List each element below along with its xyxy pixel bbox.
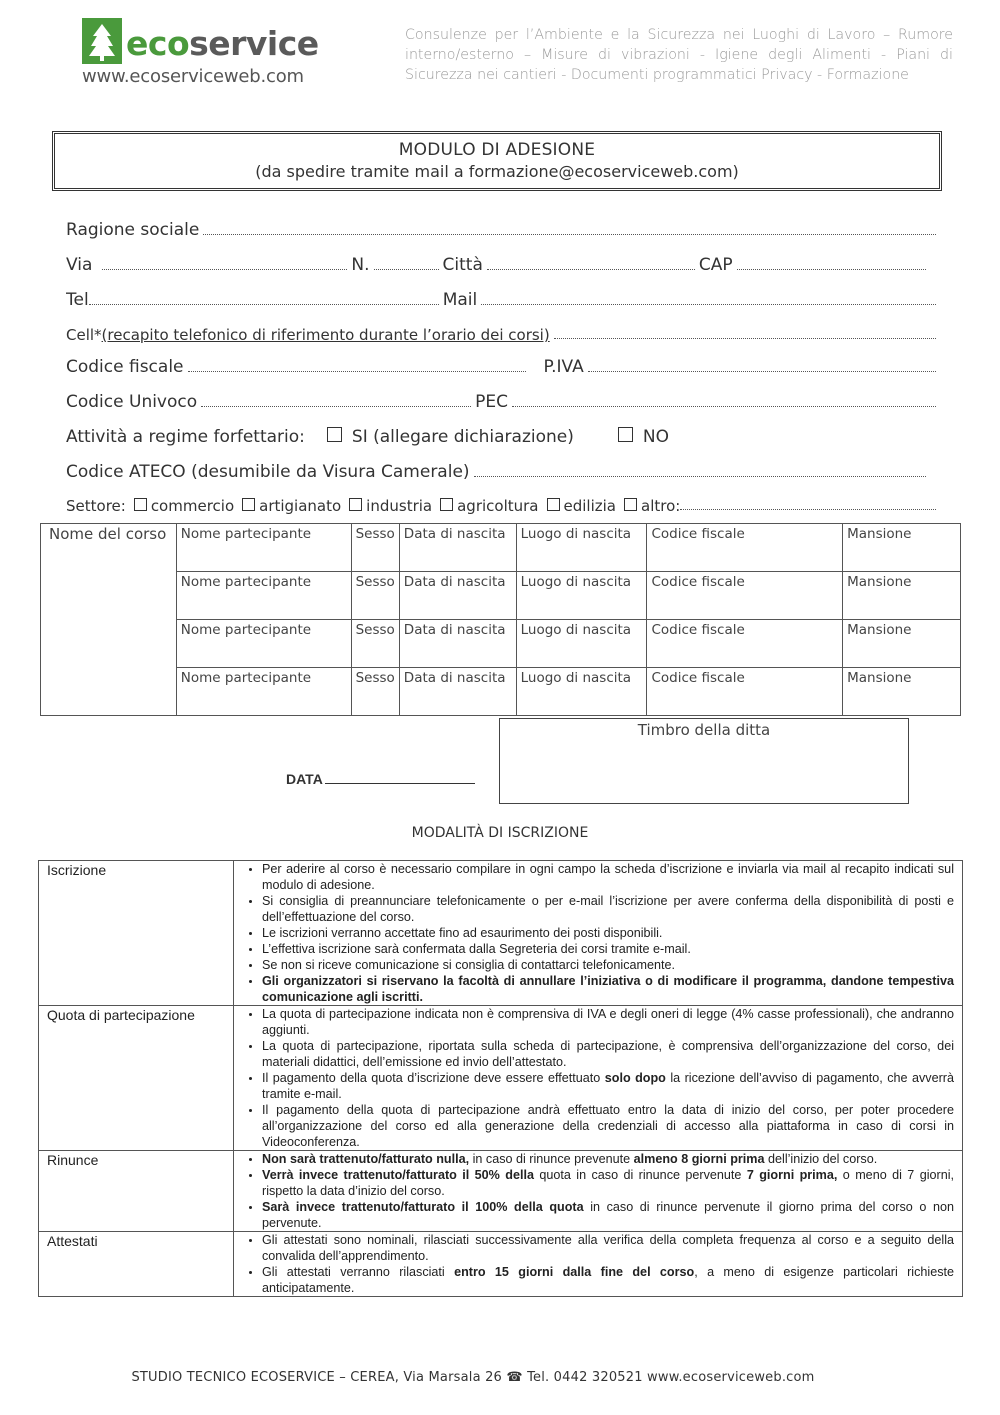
modalita-heading: Iscrizione — [39, 861, 234, 1006]
modalita-heading: Rinunce — [39, 1151, 234, 1232]
participant-sesso-cell[interactable]: Sesso — [351, 620, 399, 668]
participant-codice-fiscale-cell[interactable]: Codice fiscale — [647, 572, 843, 620]
modalita-item: • Se non si riceve comunicazione si consiglia di contattarci telefonicamente. — [262, 957, 954, 973]
modalita-item: • Sarà invece trattenuto/fatturato il 100% della quota in caso di rinunce pervenute il giorno prima del corso o non pervenute. — [262, 1199, 954, 1231]
participant-mansione-cell[interactable]: Mansione — [843, 668, 961, 716]
settore-checkbox-altro[interactable] — [624, 498, 637, 511]
participant-row — [41, 524, 961, 572]
participant-data-nascita-cell[interactable]: Data di nascita — [399, 572, 516, 620]
modalita-heading: Quota di partecipazione — [39, 1006, 234, 1151]
modalita-item: • Le iscrizioni verranno accettate fino ad esaurimento dei posti disponibili. — [262, 925, 954, 941]
modalita-item: • Il pagamento della quota di partecipazione andrà effettuato entro la data di inizio del corso, per poter procedere all’organizzazione del corso ed alla generazione della credenziali di accesso alla piattaforma in caso di corsi in Videoconferenza. — [262, 1102, 954, 1150]
forfettario-si-checkbox[interactable] — [327, 427, 342, 442]
participant-codice-fiscale-cell[interactable]: Codice fiscale — [647, 620, 843, 668]
modalita-item: • Gli organizzatori si riservano la facoltà di annullare l’iniziativa o di modificare il programma, dandone tempestiva comunicazione agli iscritti. — [262, 973, 954, 1005]
fiscal-row: Codice fiscale P.IVA — [66, 357, 940, 377]
form-title: MODULO DI ADESIONE — [398, 140, 596, 160]
modalita-row — [39, 1006, 963, 1151]
form-subtitle: (da spedire tramite mail a formazione@ecoserviceweb.com) — [255, 162, 739, 181]
modalita-content — [234, 1006, 963, 1151]
modalita-item: • Per aderire al corso è necessario compilare in ogni campo la scheda d’iscrizione e inviarla via mail al recapito indicati sul modulo di adesione. — [262, 861, 954, 893]
participant-sesso-cell[interactable]: Sesso — [351, 524, 399, 572]
cell-note: (recapito telefonico di riferimento durante l’orario dei corsi) — [101, 326, 550, 344]
modalita-row — [39, 861, 963, 1006]
settore-altro-field[interactable] — [680, 508, 936, 510]
pec-field[interactable] — [512, 405, 936, 407]
stamp-label: Timbro della ditta — [637, 721, 771, 739]
settore-checkbox-commercio[interactable] — [134, 498, 147, 511]
modalita-item: • Gli attestati verranno rilasciati entro 15 giorni dalla fine del corso, a meno di esigenze particolari richieste anticipatamente. — [262, 1264, 954, 1296]
participant-row — [41, 668, 961, 716]
modalita-item: • La quota di partecipazione, riportata sulla scheda di partecipazione, è comprensiva dell’organizzazione del corso, dei materiali didattici, dell’emissione ed invio dell’attestato. — [262, 1038, 954, 1070]
participant-row — [41, 620, 961, 668]
modalita-row — [39, 1232, 963, 1297]
address-row: Via N. Città CAP — [66, 255, 940, 275]
modalita-item: • Il pagamento della quota d’iscrizione deve essere effettuato solo dopo la ricezione dell’avviso di pagamento, che avverrà tramite e-mail. — [262, 1070, 954, 1102]
modalita-item: • Gli attestati sono nominali, rilasciati successivamente alla verifica della completa frequenza al corso e a seguito della convalida dell’apprendimento. — [262, 1232, 954, 1264]
contact-row: Tel Mail — [66, 290, 940, 310]
modalita-item: • L’effettiva iscrizione sarà confermata dalla Segreteria dei corsi tramite e-mail. — [262, 941, 954, 957]
participant-mansione-cell[interactable]: Mansione — [843, 620, 961, 668]
company-stamp-box[interactable] — [499, 718, 909, 804]
modalita-title: MODALITÀ DI ISCRIZIONE — [411, 825, 589, 841]
participant-mansione-cell[interactable]: Mansione — [843, 524, 961, 572]
cap-field[interactable] — [737, 268, 926, 270]
participant-data-nascita-cell[interactable]: Data di nascita — [399, 524, 516, 572]
piva-field[interactable] — [588, 370, 936, 372]
ragione-sociale-field[interactable] — [203, 233, 936, 235]
univoco-row: Codice Univoco PEC — [66, 392, 940, 412]
logo-wordmark: ecoservice — [126, 24, 319, 63]
forfettario-row: Attività a regime forfettario: SI (allegare dichiarazione) NO — [66, 427, 669, 447]
date-field[interactable]: DATA — [286, 771, 475, 787]
participant-codice-fiscale-cell[interactable]: Codice fiscale — [647, 524, 843, 572]
ragione-sociale-row: Ragione sociale — [66, 220, 940, 240]
participant-row — [41, 572, 961, 620]
settore-checkbox-artigianato[interactable] — [242, 498, 255, 511]
participant-mansione-cell[interactable]: Mansione — [843, 572, 961, 620]
settore-row: Settore: commercio artigianato industria agricoltura edilizia altro: — [66, 497, 940, 515]
participant-nome-cell[interactable]: Nome partecipante — [176, 668, 351, 716]
form-title-box — [52, 131, 942, 191]
company-logo — [82, 16, 342, 88]
codice-univoco-field[interactable] — [201, 405, 471, 407]
participant-nome-cell[interactable]: Nome partecipante — [176, 620, 351, 668]
modalita-item: • Verrà invece trattenuto/fatturato il 50% della quota in caso di rinunce pervenute 7 giorni prima, o meno di 7 giorni, rispetto la data d’inizio del corso. — [262, 1167, 954, 1199]
modalita-content — [234, 1232, 963, 1297]
participant-data-nascita-cell[interactable]: Data di nascita — [399, 620, 516, 668]
participant-nome-cell[interactable]: Nome partecipante — [176, 572, 351, 620]
modalita-table — [38, 860, 963, 1297]
codice-fiscale-field[interactable] — [188, 370, 526, 372]
forfettario-no-checkbox[interactable] — [618, 427, 633, 442]
logo-url: www.ecoserviceweb.com — [82, 66, 304, 87]
mail-field[interactable] — [481, 303, 936, 305]
settore-checkbox-industria[interactable] — [349, 498, 362, 511]
tel-field[interactable] — [89, 303, 439, 305]
participant-data-nascita-cell[interactable]: Data di nascita — [399, 668, 516, 716]
course-name-cell[interactable]: Nome del corso — [41, 524, 177, 716]
modalita-item: • La quota di partecipazione indicata non è comprensiva di IVA e degli oneri di legge (4% casse professionali), che andranno aggiunti. — [262, 1006, 954, 1038]
participant-luogo-nascita-cell[interactable]: Luogo di nascita — [516, 668, 647, 716]
ateco-field[interactable] — [474, 475, 926, 477]
citta-field[interactable] — [487, 268, 695, 270]
participants-table — [40, 523, 961, 716]
settore-checkbox-edilizia[interactable] — [547, 498, 560, 511]
participant-sesso-cell[interactable]: Sesso — [351, 572, 399, 620]
modalita-item: • Non sarà trattenuto/fatturato nulla, in caso di rinunce prevenute almeno 8 giorni prima dell’inizio del corso. — [262, 1151, 954, 1167]
tree-icon — [82, 18, 122, 64]
company-tagline: Consulenze per l’Ambiente e la Sicurezza nei Luoghi di Lavoro – Rumore interno/esterno – Misure di vibrazioni - Igiene degli Alimenti - Piani di Sicurezza nei cantieri - Documenti programmatici Privacy - Formazione — [405, 27, 953, 83]
ateco-row: Codice ATECO (desumibile da Visura Camerale) — [66, 462, 940, 482]
cell-row: Cell* (recapito telefonico di riferimento durante l’orario dei corsi) — [66, 326, 940, 344]
page-footer: STUDIO TECNICO ECOSERVICE – CEREA, Via Marsala 26 ☎ Tel. 0442 320521 www.ecoserviceweb.com — [131, 1370, 815, 1385]
modalita-row — [39, 1151, 963, 1232]
via-field[interactable] — [102, 268, 347, 270]
participant-luogo-nascita-cell[interactable]: Luogo di nascita — [516, 620, 647, 668]
participant-sesso-cell[interactable]: Sesso — [351, 668, 399, 716]
modalita-content — [234, 1151, 963, 1232]
modalita-content — [234, 861, 963, 1006]
numero-field[interactable] — [374, 268, 439, 270]
participant-codice-fiscale-cell[interactable]: Codice fiscale — [647, 668, 843, 716]
settore-checkbox-agricoltura[interactable] — [440, 498, 453, 511]
participant-luogo-nascita-cell[interactable]: Luogo di nascita — [516, 572, 647, 620]
modalita-item: • Si consiglia di preannunciare telefonicamente o per e-mail l’iscrizione per avere conferma della disponibilità di posti e dell’effettuazione del corso. — [262, 893, 954, 925]
participant-nome-cell[interactable]: Nome partecipante — [176, 524, 351, 572]
modalita-heading: Attestati — [39, 1232, 234, 1297]
participant-luogo-nascita-cell[interactable]: Luogo di nascita — [516, 524, 647, 572]
cell-field[interactable] — [554, 337, 936, 339]
